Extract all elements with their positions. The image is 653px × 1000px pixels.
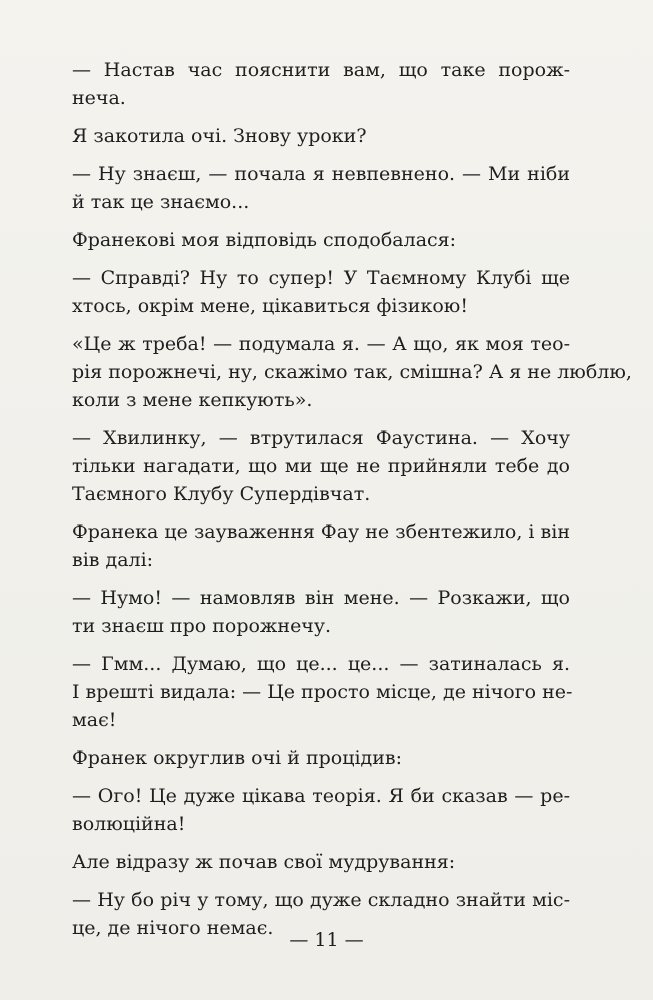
- text-line: — Ого! Це дуже цікава теорія. Я би сказав — ре-: [72, 785, 570, 807]
- text-line: волюційна!: [72, 813, 186, 835]
- text-line: Таємного Клубу Супердівчат.: [72, 483, 371, 505]
- text-line: Я закотила очі. Знову уроки?: [72, 125, 367, 147]
- paragraph-5: [72, 264, 570, 320]
- text-line: рія порожнечі, ну, скажімо так, смішна? А я не люблю,: [72, 361, 632, 383]
- paragraph-2: [72, 122, 570, 150]
- paragraph-10: [72, 650, 573, 734]
- paragraph-6: [72, 330, 632, 414]
- text-line: це, де нічого немає.: [72, 917, 274, 939]
- text-line: коли з мене кепкують».: [72, 389, 313, 411]
- paragraph-9: [72, 584, 570, 640]
- text-line: й так це знаємо...: [72, 191, 250, 213]
- paragraph-13: [72, 848, 570, 876]
- text-line: — Гмм... Думаю, що це... це... — затиналась я.: [72, 653, 570, 675]
- text-line: Але відразу ж почав свої мудрування:: [72, 851, 456, 873]
- text-line: ти знаєш про порожнечу.: [72, 615, 332, 637]
- text-line: тільки нагадати, що ми ще не прийняли тебе до: [72, 455, 570, 477]
- paragraph-8: [72, 518, 570, 574]
- text-line: Франека це зауваження Фау не збентежило, і він: [72, 521, 570, 543]
- text-line: І врешті видала: — Це просто місце, де нічого не-: [72, 681, 573, 703]
- paragraph-12: [72, 782, 570, 838]
- text-line: Франек округлив очі й процідив:: [72, 747, 403, 769]
- text-line: — Ну бо річ у тому, що дуже складно знайти міс-: [72, 889, 570, 911]
- text-line: «Це ж треба! — подумала я. — А що, як моя тео-: [72, 333, 570, 355]
- paragraph-3: [72, 160, 570, 216]
- text-line: — Хвилинку, — втрутилася Фаустина. — Хочу: [72, 427, 570, 449]
- text-line: — Нумо! — намовляв він мене. — Розкажи, що: [72, 587, 570, 609]
- text-line: — Настав час пояснити вам, що таке порож-: [72, 59, 570, 81]
- text-line: має!: [72, 709, 117, 731]
- text-line: неча.: [72, 87, 126, 109]
- body-text: [72, 56, 632, 952]
- text-line: Франекові моя відповідь сподобалася:: [72, 229, 457, 251]
- text-line: — Ну знаєш, — почала я невпевнено. — Ми ніби: [72, 163, 570, 185]
- paragraph-11: [72, 744, 570, 772]
- paragraph-4: [72, 226, 570, 254]
- paragraph-7: [72, 424, 570, 508]
- page-number: — 11 —: [289, 929, 364, 951]
- text-line: хтось, окрім мене, цікавиться фізикою!: [72, 295, 468, 317]
- paragraph-1: [72, 56, 570, 112]
- text-line: вів далі:: [72, 549, 154, 571]
- text-line: — Справді? Ну то супер! У Таємному Клубі ще: [72, 267, 570, 289]
